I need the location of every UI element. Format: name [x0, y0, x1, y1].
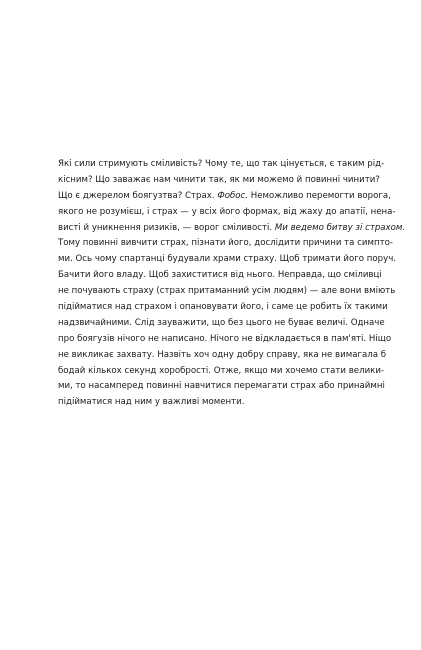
text-line: якого не розумієш, і страх — у всіх його формах, від жаху до апатії, нена- [58, 206, 396, 217]
text-line: про боягузів нічого не написано. Нічого не відкладається в пам'яті. Ніщо [58, 333, 392, 344]
text-line [58, 189, 391, 205]
text-line: ми, то насамперед повинні навчитися перемагати страх або принаймні [58, 381, 385, 392]
text-line [58, 221, 406, 237]
text-segment: висті й уникнення ризиків, — ворог сміливості. [58, 222, 273, 233]
text-line: бодай кількох секунд хоробрості. Отже, якщо ми хочемо стати велики- [58, 365, 385, 376]
text-line: підійматися над страхом і опановувати його, і саме це робить їх такими [58, 302, 388, 313]
text-line: ми. Ось чому спартанці будували храми страху. Щоб тримати його поруч. [58, 254, 397, 265]
text-line: Бачити його владу. Щоб захиститися від нього. Неправда, що сміливці [58, 270, 382, 281]
text-line: Які сили стримують сміливість? Чому те, що так цінується, є таким рід- [58, 159, 385, 169]
text-line: не викликає захвату. Назвіть хоч одну добру справу, яка не вимагала б [58, 349, 387, 360]
italic-phrase: Ми ведемо битву зі страхом. [274, 222, 406, 233]
text-line: підійматися над ним у важливі моменти. [58, 397, 245, 408]
text-line: Тому повинні вивчити страх, пізнати його, дослідити причини та симпто- [58, 238, 393, 249]
text-line: надзвичайними. Слід зауважити, що без цього не буває величі. Одначе [58, 317, 385, 328]
text-line: не почувають страху (страх притаманний усім людям) — але вони вміють [58, 286, 396, 297]
text-line: кісним? Що заважає нам чинити так, як ми можемо й повинні чинити? [58, 174, 380, 185]
body-text [58, 157, 406, 411]
italic-word: Фобос. [217, 190, 248, 201]
text-segment: Неможливо перемогти ворога, [248, 190, 391, 201]
text-segment: Що є джерелом боягузтва? Страх. [58, 190, 215, 201]
